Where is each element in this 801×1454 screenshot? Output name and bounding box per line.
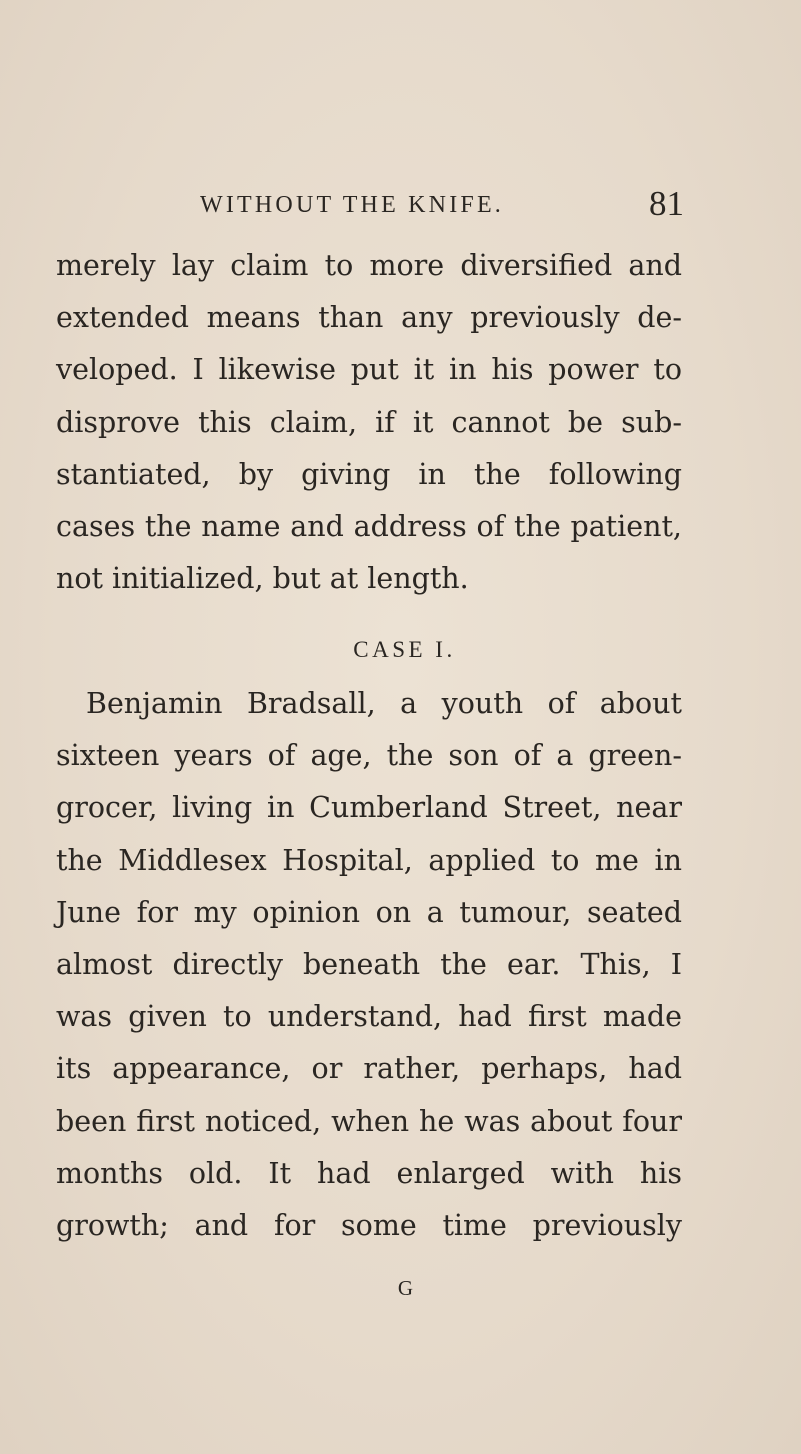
text-line: almost directly beneath the ear. This, I (56, 947, 682, 981)
text-line: disprove this claim, if it cannot be sub- (56, 405, 682, 439)
text-line: Benjamin Bradsall, a youth of about (86, 687, 682, 720)
text-line: merely lay claim to more diversified and (56, 249, 682, 282)
text-line: growth; and for some time previously (56, 1208, 682, 1242)
paragraph-1 (56, 240, 682, 605)
text-line: June for my opinion on a tumour, seated (56, 895, 682, 929)
text-line: grocer, living in Cumberland Street, near (56, 791, 682, 825)
case-heading: CASE I. (353, 637, 456, 662)
text-line: was given to understand, had first made (56, 1000, 682, 1034)
text-line: sixteen years of age, the son of a green- (56, 739, 682, 773)
text-line: extended means than any previously de- (56, 301, 682, 335)
page-number: 81 (649, 184, 684, 223)
paragraph-2 (56, 678, 682, 1252)
running-head (200, 184, 684, 224)
text-line: months old. It had enlarged with his (56, 1156, 682, 1190)
text-line: cases the name and address of the patient, (56, 509, 682, 543)
running-title: WITHOUT THE KNIFE. (200, 192, 505, 218)
text-line: veloped. I likewise put it in his power to (56, 353, 682, 387)
text-line: been first noticed, when he was about four (56, 1104, 682, 1138)
text-line: the Middlesex Hospital, applied to me in (56, 843, 682, 877)
text-line: its appearance, or rather, perhaps, had (56, 1052, 682, 1086)
text-line: stantiated, by giving in the following (56, 457, 682, 491)
signature-mark: G (397, 1276, 414, 1300)
text-line: not initialized, but at length. (56, 562, 469, 596)
